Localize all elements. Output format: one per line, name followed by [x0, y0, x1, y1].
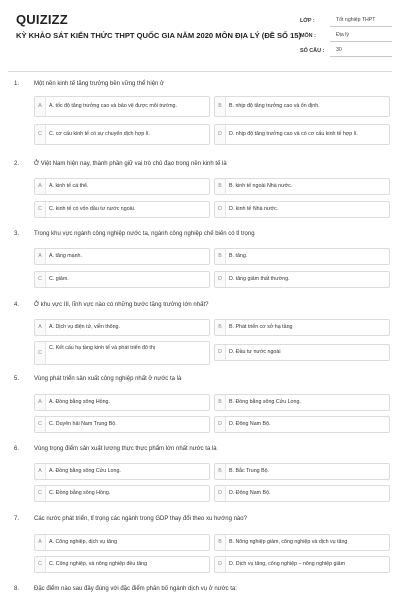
answer-option-d[interactable] [214, 201, 390, 218]
meta-value: Địa lý [330, 30, 392, 42]
answer-option-d[interactable] [214, 344, 390, 361]
option-text: A. kinh tế cá thể. [49, 183, 89, 190]
meta-row-subject [300, 28, 392, 43]
meta-value: Tốt nghiệp THPT [330, 15, 392, 27]
answer-option-d[interactable] [214, 416, 390, 433]
option-text: B. Phát triển cơ sở hạ tầng [229, 324, 293, 331]
answer-option-b[interactable] [214, 96, 390, 117]
option-letter: D [215, 272, 226, 287]
option-letter: B [215, 179, 226, 194]
option-letter: D [215, 202, 226, 217]
question-number: 2. [14, 161, 20, 167]
option-text: D. Đầu tư nước ngoài [229, 349, 281, 356]
answer-option-c[interactable] [34, 341, 210, 365]
option-text: C. kinh tế có vốn đầu tư nước ngoài. [49, 206, 136, 213]
option-letter: A [35, 179, 46, 194]
option-letter: A [35, 395, 46, 410]
option-letter: D [215, 486, 226, 501]
page-title: KỲ KHẢO SÁT KIẾN THỨC THPT QUỐC GIA NĂM 2020 MÔN ĐỊA LÝ (ĐỀ SỐ 15) [16, 31, 302, 40]
option-text: A. Công nghiệp, dịch vụ tăng [49, 539, 118, 546]
option-text: D. Đông Nam Bộ. [229, 421, 271, 428]
answer-option-c[interactable] [34, 201, 210, 218]
option-text: A. Đồng bằng sông Hồng. [49, 399, 110, 406]
answer-option-a[interactable] [34, 463, 210, 480]
option-letter: B [215, 464, 226, 479]
answer-option-d[interactable] [214, 124, 390, 145]
option-letter: C [35, 486, 46, 501]
option-text: C. giảm. [49, 276, 69, 283]
answer-option-d[interactable] [214, 556, 390, 573]
question-number: 8. [14, 586, 20, 592]
answer-option-a[interactable] [34, 178, 210, 195]
option-letter: D [215, 345, 226, 360]
option-text: C. cơ cấu kinh tế có sự chuyển dịch hợp lí. [49, 131, 150, 138]
option-letter: A [35, 464, 46, 479]
option-text: B. tăng. [229, 253, 248, 260]
question-number: 4. [14, 302, 20, 308]
option-letter: C [35, 557, 46, 572]
meta-row-count [300, 43, 392, 58]
option-letter: A [35, 249, 46, 264]
header-divider [8, 71, 392, 72]
question-text: Đặc điểm nào sau đây đúng với đặc điểm phân bố ngành dịch vụ ở nước ta: [34, 586, 237, 592]
option-letter: A [35, 535, 46, 550]
option-text: B. Bắc Trung Bộ. [229, 468, 270, 475]
question-text: Các nước phát triển, tỉ trọng các ngành trong GDP thay đổi theo xu hướng nào? [34, 516, 247, 522]
answer-option-b[interactable] [214, 248, 390, 265]
option-text: B. nhịp độ tăng trưởng cao và ổn định. [229, 103, 320, 110]
option-text: C. Đồng bằng sông Hồng. [49, 490, 111, 497]
meta-key: LỚP : [300, 17, 315, 24]
meta-row-class [300, 13, 392, 28]
question-text: Ở Việt Nam hiện nay, thành phần giữ vai trò chủ đạo trong nền kinh tế là [34, 161, 227, 167]
option-text: D. kinh tế Nhà nước. [229, 206, 279, 213]
answer-option-c[interactable] [34, 485, 210, 502]
option-letter: A [35, 320, 46, 335]
option-letter: B [215, 97, 226, 116]
meta-block [300, 13, 392, 58]
option-text: C. Công nghiệp, và nông nghiệp đều tăng [49, 561, 148, 568]
option-letter: B [215, 249, 226, 264]
option-letter: B [215, 395, 226, 410]
answer-option-b[interactable] [214, 178, 390, 195]
answer-option-a[interactable] [34, 534, 210, 551]
question-text: Trong khu vực ngành công nghiệp nước ta, ngành công nghiệp chế biến có tỉ trọng [34, 231, 255, 237]
meta-key: MÔN : [300, 32, 316, 39]
option-text: A. Đồng bằng sông Cửu Long. [49, 468, 121, 475]
option-text: C. Kết cấu hạ tầng kinh tế và phát triển đô thị [49, 345, 156, 351]
answer-option-b[interactable] [214, 534, 390, 551]
answer-option-b[interactable] [214, 319, 390, 336]
option-letter: C [35, 125, 46, 144]
answer-option-b[interactable] [214, 463, 390, 480]
option-text: D. nhịp độ tăng trưởng cao và có cơ cấu kinh tế hợp lí. [229, 131, 358, 138]
option-letter: D [215, 125, 226, 144]
option-letter: C [35, 272, 46, 287]
answer-option-c[interactable] [34, 416, 210, 433]
option-letter: D [215, 417, 226, 432]
answer-option-d[interactable] [214, 271, 390, 288]
option-letter: A [35, 97, 46, 116]
answer-option-a[interactable] [34, 248, 210, 265]
question-number: 1. [14, 81, 20, 87]
worksheet-header [0, 0, 400, 72]
option-letter: C [35, 202, 46, 217]
question-text: Vùng phát triển sản xuất công nghiệp nhất ở nước ta là [34, 376, 182, 382]
question-text: Một nền kinh tế tăng trưởng bền vững thể hiện ở [34, 81, 164, 87]
option-text: B. kinh tế ngoài Nhà nước. [229, 183, 293, 190]
option-text: D. tăng giảm thất thường. [229, 276, 290, 283]
answer-option-d[interactable] [214, 485, 390, 502]
option-letter: C [35, 342, 46, 364]
option-text: B. Nông nghiệp giảm, công nghiệp và dịch vụ tăng [229, 539, 348, 546]
answer-option-a[interactable] [34, 394, 210, 411]
question-text: Ở khu vực III, lĩnh vực nào có những bước tăng trưởng lớn nhất? [34, 302, 209, 308]
meta-key: SỐ CÂU : [300, 47, 325, 54]
option-letter: D [215, 557, 226, 572]
option-text: A. tốc độ tăng trưởng cao và bảo vệ được môi trường. [49, 103, 177, 110]
answer-option-c[interactable] [34, 271, 210, 288]
question-text: Vùng trọng điểm sản xuất lương thực thực phẩm lớn nhất nước ta là [34, 446, 217, 452]
question-number: 3. [14, 231, 20, 237]
answer-option-c[interactable] [34, 124, 210, 145]
option-letter: B [215, 320, 226, 335]
option-text: A. tăng mạnh. [49, 253, 82, 260]
option-text: B. Đồng bằng sông Cửu Long. [229, 399, 301, 406]
answer-option-c[interactable] [34, 556, 210, 573]
question-number: 5. [14, 376, 20, 382]
option-text: C. Duyên hải Nam Trung Bộ. [49, 421, 117, 428]
answer-option-a[interactable] [34, 96, 210, 117]
meta-value: 30 [330, 45, 392, 57]
option-text: D. Đông Nam Bộ. [229, 490, 271, 497]
question-number: 7. [14, 516, 20, 522]
question-number: 6. [14, 446, 20, 452]
option-text: A. Dịch vụ điện tử, viễn thông. [49, 324, 120, 331]
option-letter: C [35, 417, 46, 432]
option-text: D. Dịch vụ tăng, công nghiệp – nông nghiệp giảm [229, 561, 346, 568]
answer-option-a[interactable] [34, 319, 210, 336]
answer-option-b[interactable] [214, 394, 390, 411]
option-letter: B [215, 535, 226, 550]
quizizz-logo: QUIZIZZ [16, 12, 68, 27]
